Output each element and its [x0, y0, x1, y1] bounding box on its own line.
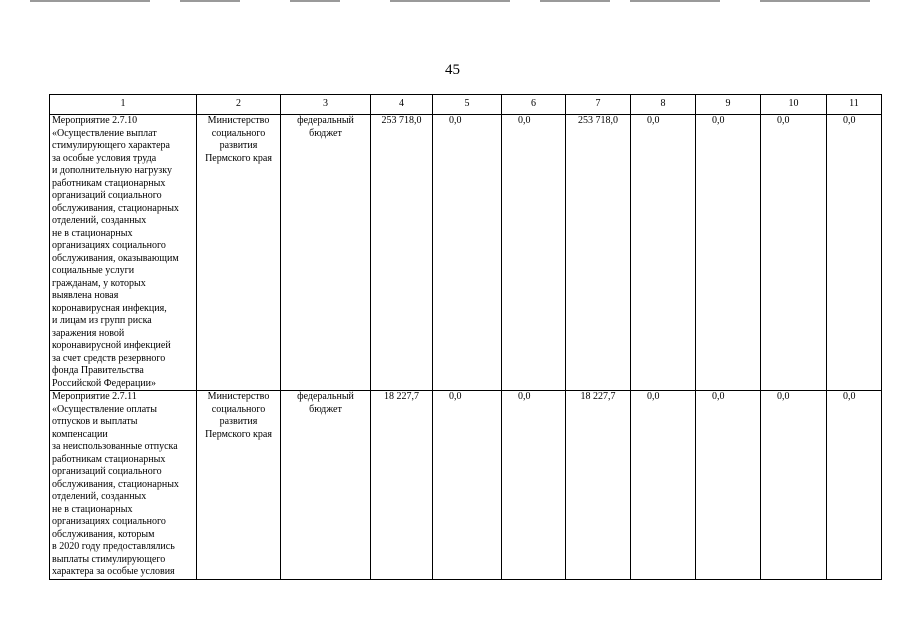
value-cell: 0,0 — [433, 391, 502, 580]
column-header: 10 — [761, 95, 827, 115]
funding-source — [281, 115, 371, 391]
description-line: обслуживания, оказывающим — [52, 252, 179, 264]
description-line: отделений, созданных — [52, 491, 147, 502]
column-header: 7 — [566, 95, 631, 115]
value-cell: 0,0 — [696, 115, 761, 391]
description-line: характера за особые условия — [52, 566, 175, 577]
organization-line: Министерство — [207, 391, 270, 402]
funding-source — [281, 391, 371, 580]
column-header: 11 — [827, 95, 882, 115]
organization-line: Министерство — [207, 115, 270, 126]
value-cell: 0,0 — [631, 115, 696, 391]
column-header: 4 — [371, 95, 433, 115]
source-line: федеральный — [297, 391, 354, 402]
description-line: обслуживания, стационарных — [52, 478, 179, 490]
organization-line: развития — [219, 416, 258, 427]
responsible-organization — [197, 391, 281, 580]
table-row — [50, 115, 882, 391]
description-line: за особые условия труда — [52, 152, 157, 164]
description-line: обслуживания, которым — [52, 528, 155, 540]
description-line: организациях социального — [52, 240, 166, 251]
column-header: 5 — [433, 95, 502, 115]
description-line: стимулирующего характера — [52, 140, 170, 151]
value-cell: 0,0 — [502, 391, 566, 580]
value-cell: 0,0 — [761, 391, 827, 580]
value-cell: 0,0 — [827, 391, 882, 580]
value-cell: 18 227,7 — [566, 391, 631, 580]
description-line: обслуживания, стационарных — [52, 202, 179, 214]
description-line: работникам стационарных — [52, 177, 166, 189]
activity-description — [50, 391, 197, 580]
description-line: за счет средств резервного — [52, 352, 166, 364]
value-cell: 253 718,0 — [566, 115, 631, 391]
description-line: выявлена новая — [52, 290, 119, 301]
description-line: Мероприятие 2.7.11 — [52, 391, 137, 402]
activity-description — [50, 115, 197, 391]
description-line: организаций социального — [52, 466, 162, 477]
description-line: коронавирусной инфекцией — [52, 340, 171, 351]
organization-line: социального — [211, 403, 266, 415]
description-line: Российской Федерации» — [52, 377, 157, 389]
description-line: заражения новой — [52, 327, 125, 339]
description-line: не в стационарных — [52, 503, 133, 515]
value-cell: 0,0 — [827, 115, 882, 391]
value-cell: 0,0 — [761, 115, 827, 391]
scan-top-edge — [0, 0, 905, 3]
description-line: за неиспользованные отпуска — [52, 441, 178, 452]
value-cell: 0,0 — [631, 391, 696, 580]
description-line: работникам стационарных — [52, 453, 166, 465]
value-cell: 253 718,0 — [371, 115, 433, 391]
description-line: и лицам из групп риска — [52, 315, 152, 326]
description-line: и дополнительную нагрузку — [52, 165, 172, 176]
value-cell: 0,0 — [433, 115, 502, 391]
organization-line: Пермского края — [205, 428, 272, 440]
column-header: 9 — [696, 95, 761, 115]
column-header: 8 — [631, 95, 696, 115]
value-cell: 18 227,7 — [371, 391, 433, 580]
description-line: гражданам, у которых — [52, 277, 146, 289]
column-header: 1 — [50, 95, 197, 115]
description-line: отпусков и выплаты — [52, 416, 138, 427]
column-header: 3 — [281, 95, 371, 115]
column-header: 6 — [502, 95, 566, 115]
description-line: компенсации — [52, 428, 108, 440]
value-cell: 0,0 — [696, 391, 761, 580]
source-line: бюджет — [309, 127, 342, 139]
description-line: в 2020 году предоставлялись — [52, 541, 175, 552]
description-line: «Осуществление выплат — [52, 127, 157, 139]
description-line: «Осуществление оплаты — [52, 403, 157, 415]
header-row — [50, 95, 882, 115]
source-line: федеральный — [297, 115, 354, 126]
page-number: 45 — [445, 62, 460, 78]
description-line: фонда Правительства — [52, 365, 144, 376]
organization-line: социального — [211, 127, 266, 139]
description-line: выплаты стимулирующего — [52, 553, 166, 565]
organization-line: Пермского края — [205, 152, 272, 164]
description-line: социальные услуги — [52, 265, 135, 276]
source-line: бюджет — [309, 403, 342, 415]
responsible-organization — [197, 115, 281, 391]
description-line: отделений, созданных — [52, 215, 147, 226]
column-header: 2 — [197, 95, 281, 115]
budget-table — [49, 94, 882, 580]
description-line: Мероприятие 2.7.10 — [52, 115, 138, 126]
table-row — [50, 391, 882, 580]
organization-line: развития — [219, 140, 258, 151]
description-line: организаций социального — [52, 190, 162, 201]
description-line: коронавирусная инфекция, — [52, 302, 167, 314]
value-cell: 0,0 — [502, 115, 566, 391]
description-line: не в стационарных — [52, 227, 133, 239]
description-line: организациях социального — [52, 516, 166, 527]
